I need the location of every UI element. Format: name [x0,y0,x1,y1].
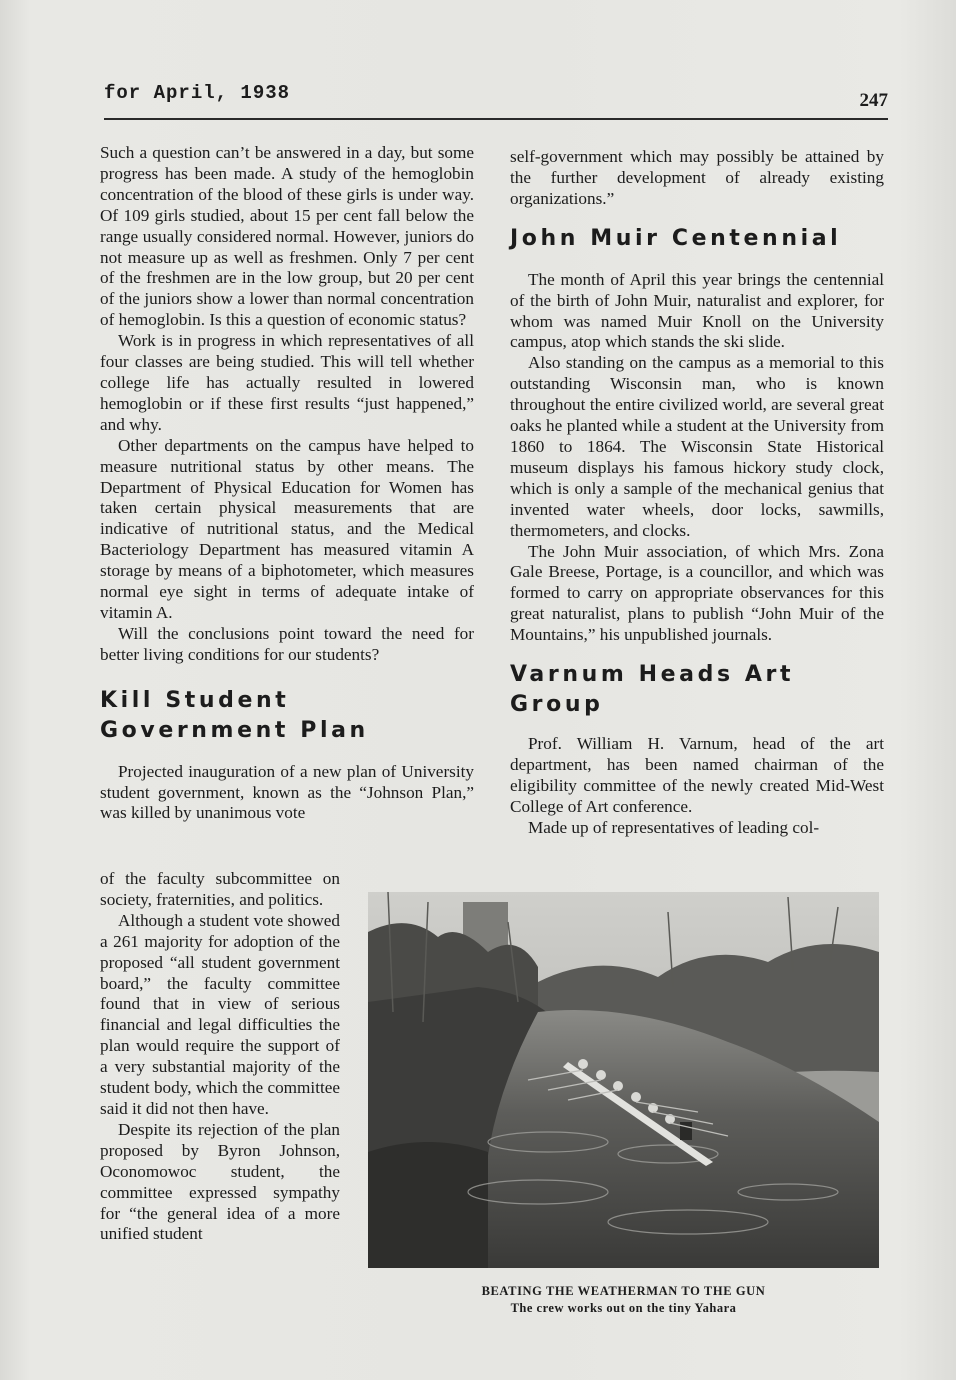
heading-line: Kill Student [100,687,290,713]
paragraph: Also standing on the campus as a memorial to this outstanding Wisconsin man, who is known throughout the entire civilized world, are several great oaks he planted while a student at the University from 1860 to 1864. The Wisconsin State Historical museum displays his famous hickory study clock, which is only a sample of the mechanical genius that invented water wheels, door locks, sawmills, thermometers, and clocks. [510,353,884,540]
paragraph: The month of April this year brings the centennial of the birth of John Muir, naturalist and explorer, for whom was named Muir Knoll on the University campus, atop which stands the ski slide. [510,269,884,352]
photo-illustration [368,892,879,1268]
paragraph: Such a question can’t be answered in a day, but some progress has been made. A study of the hemoglobin concentration of the blood of these girls is under way. Of 109 girls studied, about 15 per cent fall below the range usually considered normal. However, juniors do not measure up as well as freshmen. Only 7 per cent of the freshmen are in the low group, but 20 per cent of the juniors show a lower than normal concentration of hemoglobin. Is this a question of economic status? [100,143,474,330]
issue-date: for April, 1938 [104,82,291,104]
page-number: 247 [859,90,888,111]
left-narrow-column [100,869,340,1245]
heading-john-muir-centennial: John Muir Centennial [510,225,842,251]
paragraph: Projected inauguration of a new plan of University student government, known as the “Johnson Plan,” was killed by unanimous vote [100,761,474,823]
running-header [104,78,888,120]
heading-varnum-heads-art-group: Varnum Heads Art Group [510,662,795,718]
photo-caption [368,1283,879,1317]
paragraph: Although a student vote showed a 261 majority for adoption of the proposed “all student government board,” the faculty committee found that in view of serious financial and legal difficulties the plan would require the support of a very substantial majority of the student body, which the committee said it did not then have. [100,910,340,1118]
caption-subtitle: The crew works out on the tiny Yahara [510,1301,737,1315]
heading-kill-student-government [100,686,474,746]
crew-rowing-photo [368,892,879,1268]
left-column [100,143,474,824]
paragraph: self-government which may possibly be attained by the further development of already existing organizations.” [510,147,884,208]
paragraph: Prof. William H. Varnum, head of the art department, has been named chairman of the eligibility committee of the newly created Mid-West College of Art conference. [510,734,884,816]
paragraph: Will the conclusions point toward the need for better living conditions for our students? [100,623,474,664]
right-column [510,147,884,839]
paragraph: Made up of representatives of leading col- [528,817,820,837]
paragraph: Other departments on the campus have helped to measure nutritional status by other means. The Department of Physical Education for Women has taken certain physical measurements that are indicative of nutritional status, and the Medical Bacteriology Department has measured vitamin A storage by means of a biphotometer, which measures normal eye sight in terms of adequate intake of vitamin A. [100,435,474,622]
paragraph: Work is in progress in which representatives of all four classes are being studied. This will tell whether college life has actually resulted in lowered hemoglobin or if these first results “just happened,” and why. [100,331,474,434]
caption-title: BEATING THE WEATHERMAN TO THE GUN [481,1284,766,1298]
heading-line: Government Plan [100,717,369,743]
paragraph: Despite its rejection of the plan proposed by Byron Johnson, Oconomowoc student, the committee expressed sympathy for “the general idea of a more unified student [100,1119,340,1244]
paragraph: of the faculty subcommittee on society, fraternities, and politics. [100,869,340,909]
paragraph: The John Muir association, of which Mrs. Zona Gale Breese, Portage, is a councillor, and which was formed to carry on appropriate observances for this great naturalist, plans to publish “John Muir of the Mountains,” his unpublished journals. [510,541,884,645]
